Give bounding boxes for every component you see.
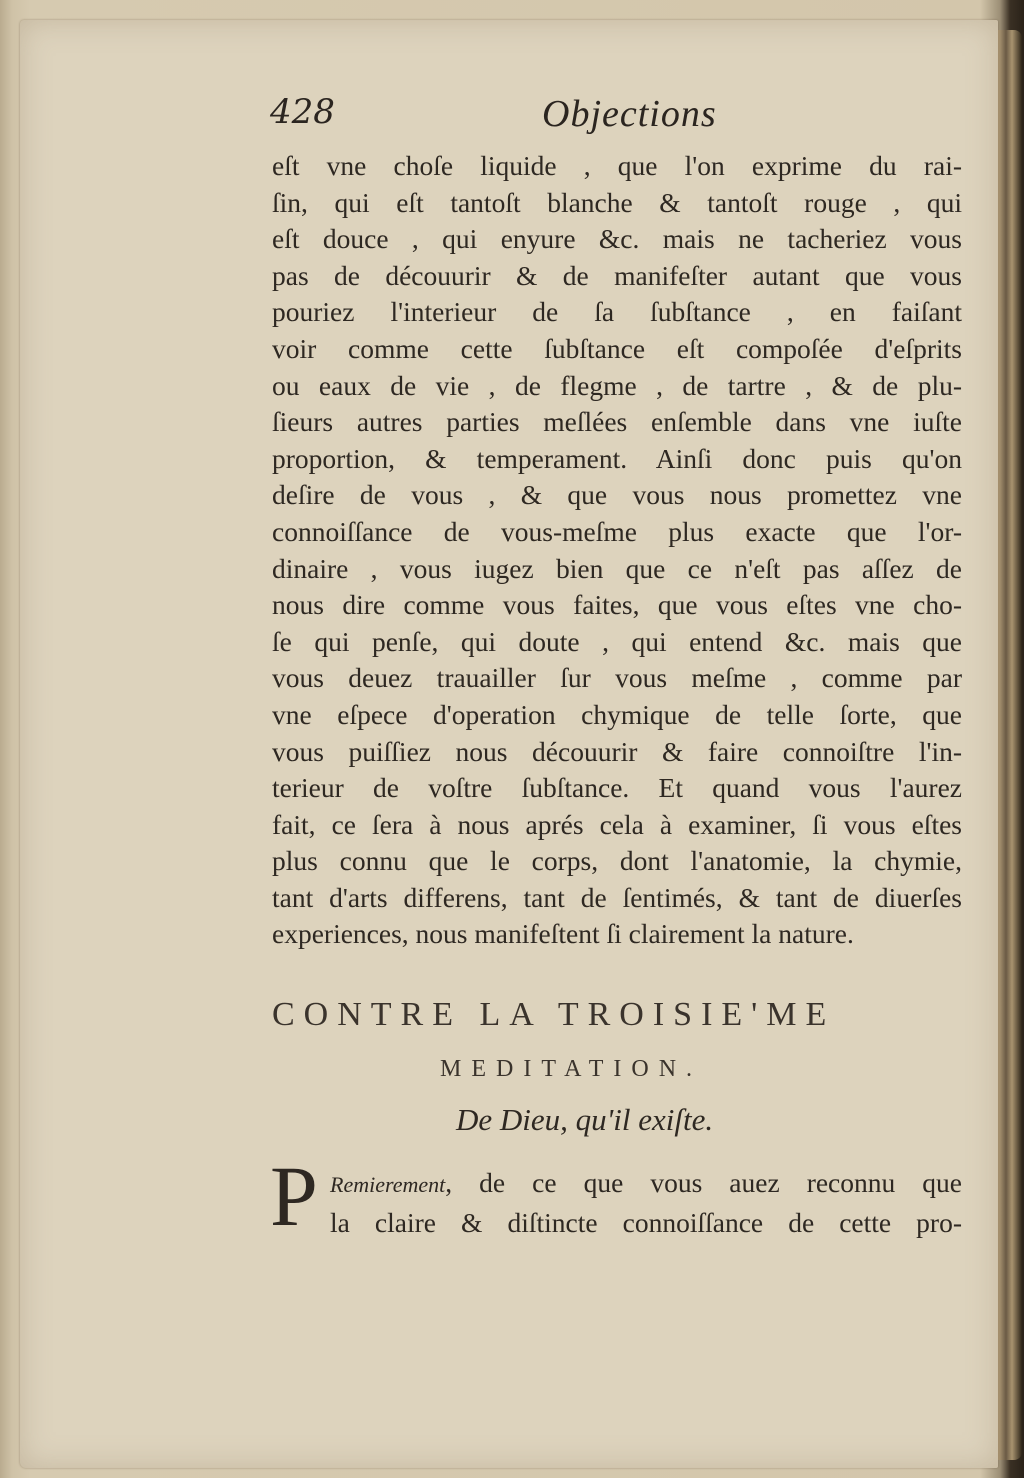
- text-line: ou eaux de vie , de flegme , de tartre , & de plu-: [272, 369, 962, 401]
- text-line: plus connu que le corps, dont l'anatomie, la chymie,: [272, 845, 962, 877]
- text-line: proportion, & temperament. Ainſi donc puis qu'on: [272, 442, 962, 474]
- text-line: vne eſpece d'operation chymique de telle ſorte, que: [272, 698, 962, 730]
- text-line: ſin, qui eſt tantoſt blanche & tantoſt rouge , qui: [272, 186, 962, 218]
- text-line: pouriez l'interieur de ſa ſubſtance , en faiſant: [272, 296, 962, 328]
- section-subtitle: MEDITATION.: [440, 1056, 703, 1082]
- text-line: terieur de voſtre ſubſtance. Et quand vous l'aurez: [272, 772, 962, 804]
- paragraph-line-1-rest: , de ce que vous auez reconnu que: [445, 1167, 962, 1198]
- paragraph-first-word: Remierement: [330, 1172, 446, 1197]
- text-line: fait, ce ſera à nous aprés cela à examiner, ſi vous eſtes: [272, 808, 962, 840]
- text-line: connoiſſance de vous-meſme plus exacte que l'or-: [272, 515, 962, 547]
- text-line: deſire de vous , & que vous nous promettez vne: [272, 479, 962, 511]
- text-line: voir comme cette ſubſtance eſt compoſée d'eſprits: [272, 332, 962, 364]
- section-caption: De Dieu, qu'il exiſte.: [456, 1102, 714, 1137]
- text-line: vous deuez trauailler ſur vous meſme , comme par: [272, 662, 962, 694]
- body-text: [272, 148, 962, 953]
- section-title: CONTRE LA TROISIE'ME: [272, 996, 836, 1033]
- text-line: dinaire , vous iugez bien que ce n'eſt pas aſſez de: [272, 552, 962, 584]
- text-line: tant d'arts differens, tant de ſentimés, & tant de diuerſes: [272, 881, 962, 913]
- text-line: vous puiſſiez nous découurir & faire connoiſtre l'in-: [272, 735, 962, 767]
- page-number: 428: [270, 92, 335, 132]
- drop-cap: P: [270, 1148, 318, 1244]
- paragraph-start: [330, 1164, 962, 1242]
- text-line: pas de découurir & de manifeſter autant que vous: [272, 259, 962, 291]
- text-line: eſt douce , qui enyure &c. mais ne tacheriez vous: [272, 223, 962, 255]
- page-header: [270, 92, 960, 142]
- text-line: ſieurs autres parties meſlées enſemble dans vne iuſte: [272, 406, 962, 438]
- text-line: nous dire comme vous faites, que vous eſtes vne cho-: [272, 589, 962, 621]
- paragraph-line: [330, 1164, 962, 1204]
- text-line: eſt vne choſe liquide , que l'on exprime du rai-: [272, 150, 962, 181]
- text-line: ſe qui penſe, qui doute , qui entend &c. mais que: [272, 625, 962, 657]
- running-head: Objections: [542, 93, 717, 135]
- paragraph-line: la claire & diſtincte connoiſſance de cette pro-: [330, 1207, 962, 1238]
- text-line: experiences, nous manifeſtent ſi clairement la nature.: [272, 918, 854, 950]
